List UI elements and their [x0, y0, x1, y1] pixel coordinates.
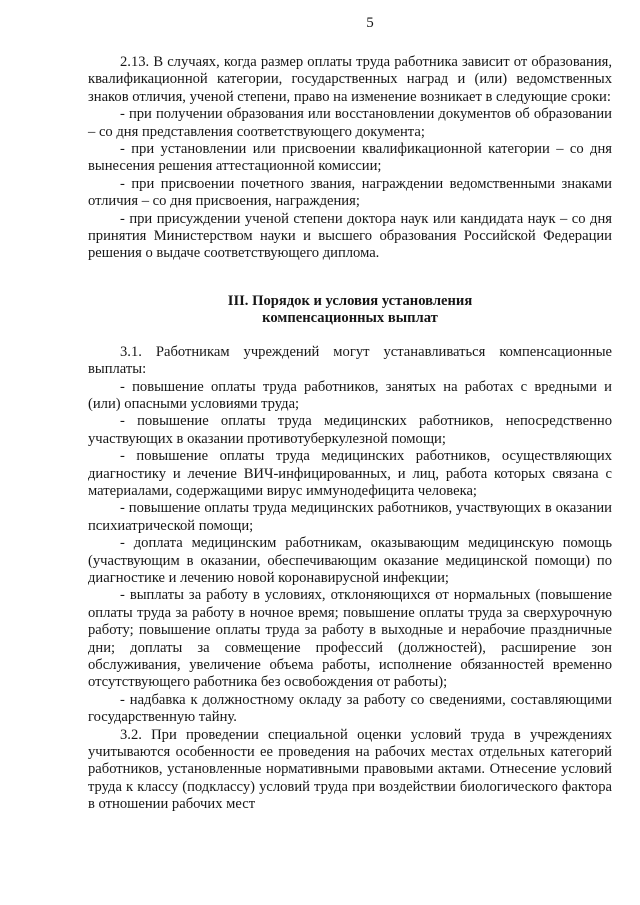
paragraph-2-13-item-4: - при присуждении ученой степени доктора наук или кандидата наук – со дня принятия Министерством науки и высшего образования Российской Федерации решения о выдаче соответствующего диплома. [88, 210, 612, 262]
section-3-heading-line-1: III. Порядок и условия установления [227, 292, 473, 309]
section-3-heading [88, 293, 612, 328]
paragraph-3-1-intro: 3.1. Работникам учреждений могут устанавливаться компенсационные выплаты: [88, 343, 612, 378]
paragraph-2-13-item-3: - при присвоении почетного звания, награждении ведомственными знаками отличия – со дня присвоения, награждения; [88, 175, 612, 210]
spacer [88, 328, 612, 344]
paragraph-3-1-item-4: - повышение оплаты труда медицинских работников, участвующих в оказании психиатрической помощи; [88, 500, 612, 534]
paragraph-3-1-item-7: - надбавка к должностному окладу за работу со сведениями, составляющими государственную тайну. [88, 691, 612, 726]
paragraph-2-13-item-1: - при получении образования или восстановлении документов об образовании – со дня представления соответствующего документа; [88, 106, 612, 140]
paragraph-2-13-item-2: - при установлении или присвоении квалификационной категории – со дня вынесения решения аттестационной комиссии; [88, 141, 612, 175]
paragraph-3-1-item-3: - повышение оплаты труда медицинских работников, осуществляющих диагностику и лечение ВИЧ-инфицированных, и лиц, работа которых связана с материалами, содержащими вирус иммунодефицита человека; [88, 448, 612, 499]
paragraph-2-13-intro: 2.13. В случаях, когда размер оплаты труда работника зависит от образования, квалификационной категории, государственных наград и (или) ведомственных знаков отличия, ученой степени, право на изменение возникает в следующие сроки: [88, 54, 612, 105]
paragraph-3-2: 3.2. При проведении специальной оценки условий труда в учреждениях учитываются особенности ее проведения на рабочих местах отдельных категорий работников, установленные нормативными правовыми актами. Отнесение условий труда к классу (подклассу) условий труда при воздействии биологического фактора в отношении рабочих мест [88, 726, 612, 813]
page-number: 5 [366, 15, 374, 31]
paragraph-3-1-item-1: - повышение оплаты труда работников, занятых на работах с вредными и (или) опасными условиями труда; [88, 378, 612, 412]
section-3-heading-line-2: компенсационных выплат [262, 310, 438, 327]
paragraph-3-1-item-2: - повышение оплаты труда медицинских работников, непосредственно участвующих в оказании противотуберкулезной помощи; [88, 413, 612, 447]
paragraph-3-1-item-6: - выплаты за работу в условиях, отклоняющихся от нормальных (повышение оплаты труда за работу в ночное время; повышение оплаты труда за сверхурочную работу; повышение оплаты труда за работу в выходные и нерабочие праздничные дни; доплаты за совмещение профессий (должностей), расширение зон обслуживания, увеличение объема работы, исполнение обязанностей временно отсутствующего работника без освобождения от работы); [88, 587, 612, 691]
paragraph-3-1-item-5: - доплата медицинским работникам, оказывающим медицинскую помощь (участвующим в оказании, обеспечивающим оказание медицинской помощи) по диагностике и лечению новой коронавирусной инфекции; [88, 535, 612, 586]
